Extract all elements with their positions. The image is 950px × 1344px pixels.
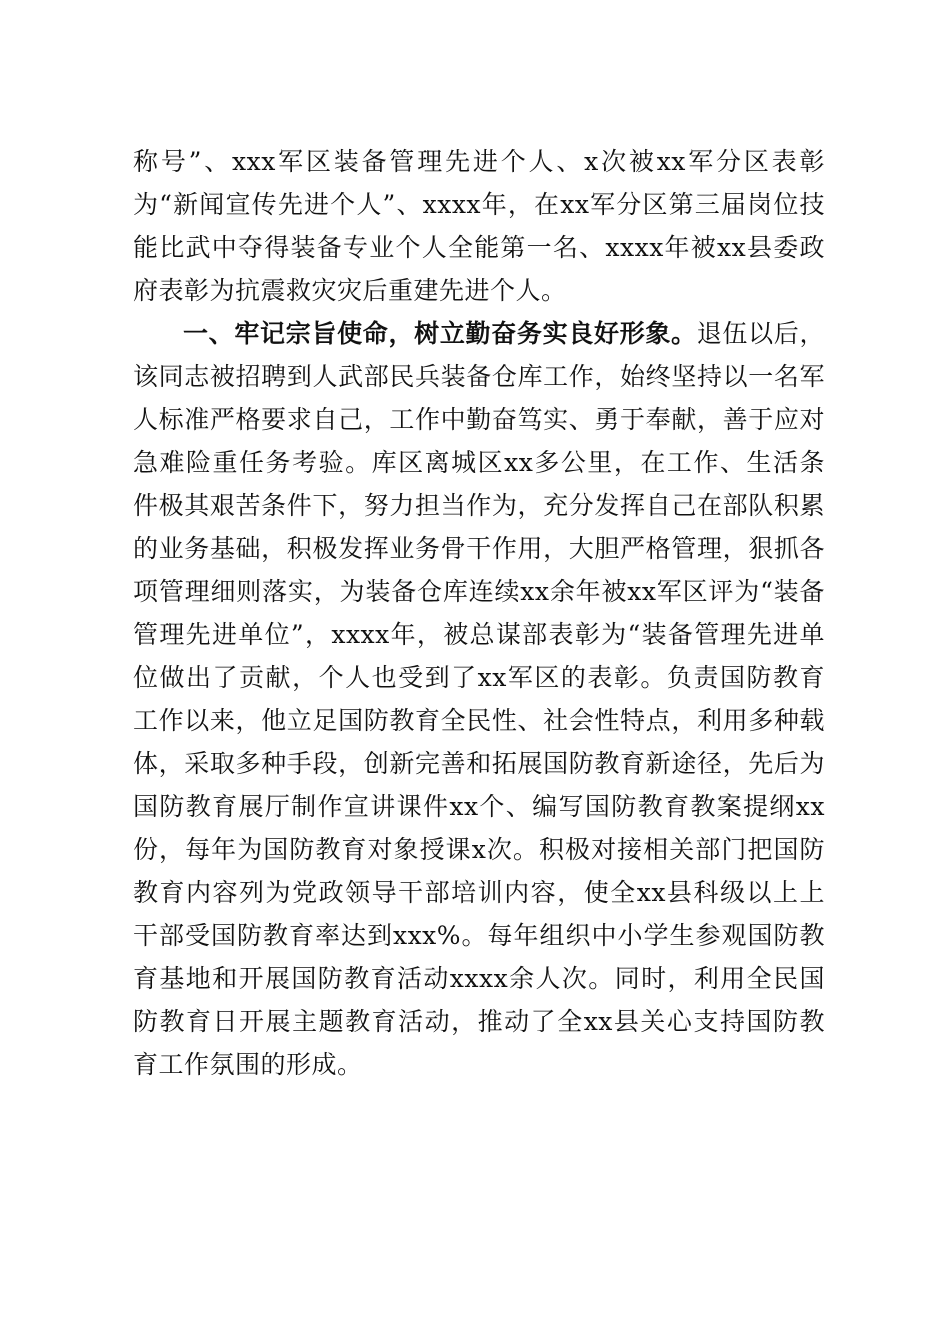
section-1-paragraph <box>133 312 825 1086</box>
document-body <box>133 140 825 1086</box>
section-1-heading: 一、牢记宗旨使命，树立勤奋务实良好形象。 <box>183 319 697 348</box>
paragraph-continuation: 称号”、xxx军区装备管理先进个人、x次被xx军分区表彰为“新闻宣传先进个人”、xxxx年，在xx军分区第三届岗位技能比武中夺得装备专业个人全能第一名、xxxx年被xx县委政府表彰为抗震救灾灾后重建先进个人。 <box>133 147 825 305</box>
section-1-body: 退伍以后，该同志被招聘到人武部民兵装备仓库工作，始终坚持以一名军人标准严格要求自己，工作中勤奋笃实、勇于奉献，善于应对急难险重任务考验。库区离城区xx多公里，在工作、生活条件极其艰苦条件下，努力担当作为，充分发挥自己在部队积累的业务基础，积极发挥业务骨干作用，大胆严格管理，狠抓各项管理细则落实，为装备仓库连续xx余年被xx军区评为“装备管理先进单位”，xxxx年，被总谋部表彰为“装备管理先进单位做出了贡献，个人也受到了xx军区的表彰。负责国防教育工作以来，他立足国防教育全民性、社会性特点，利用多种载体，采取多种手段，创新完善和拓展国防教育新途径，先后为国防教育展厅制作宣讲课件xx个、编写国防教育教案提纲xx份，每年为国防教育对象授课x次。积极对接相关部门把国防教育内容列为党政领导干部培训内容，使全xx县科级以上上干部受国防教育率达到xxx%。每年组织中小学生参观国防教育基地和开展国防教育活动xxxx余人次。同时，利用全民国防教育日开展主题教育活动，推动了全xx县关心支持国防教育工作氛围的形成。 <box>133 319 825 1079</box>
